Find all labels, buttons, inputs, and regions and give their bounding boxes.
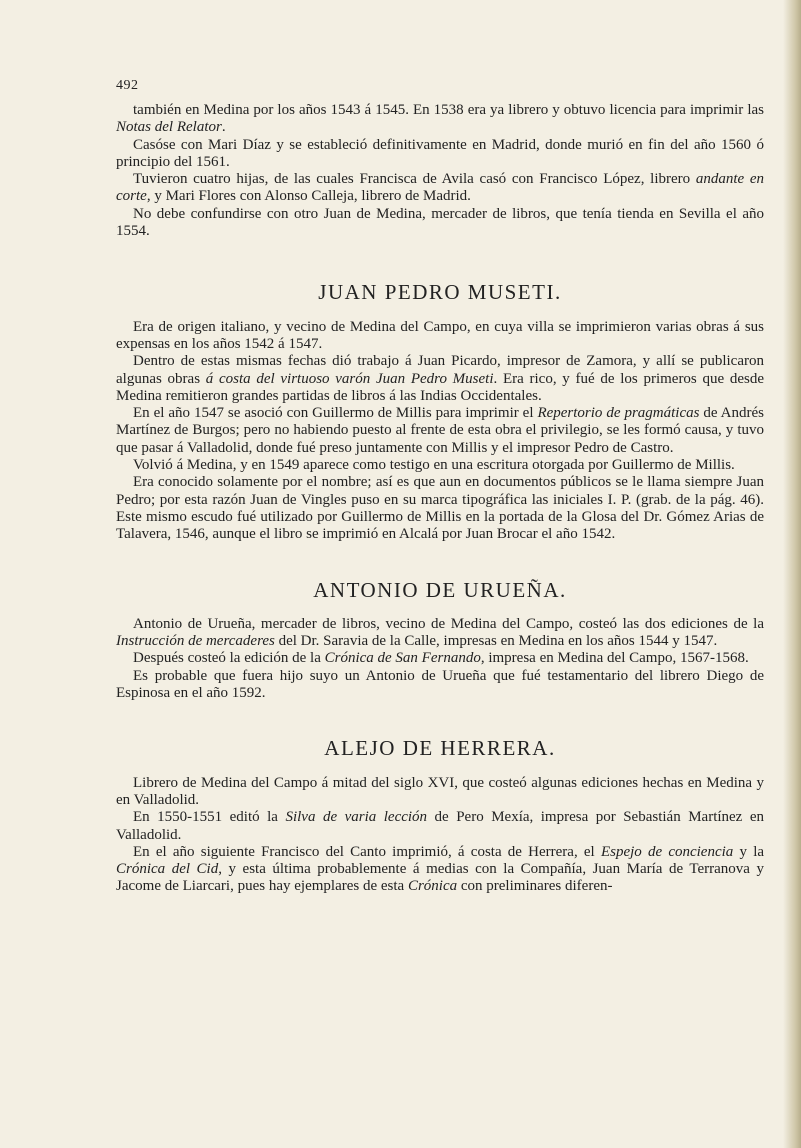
text: .: [221, 119, 226, 136]
text: Después costeó la edición de la: [133, 650, 325, 667]
text: Volvió á Medina, y en 1549 aparece como testigo en una escritura otorgada por Guillermo de Millis.: [133, 457, 735, 474]
text: Tuvieron cuatro hijas, de las cuales Francisca de Avila casó con Francisco López, librero: [133, 171, 696, 188]
text: En el año siguiente Francisco del Canto imprimió, á costa de Herrera, el: [133, 843, 601, 860]
text: , y Mari Flores con Alonso Calleja, librero de Madrid.: [146, 188, 471, 205]
italic-title: Notas del Relator: [116, 119, 222, 136]
paragraph: [116, 405, 764, 457]
italic-title: Crónica: [407, 878, 458, 895]
paragraph: [116, 844, 764, 896]
text: Es probable que fuera hijo suyo un Antonio de Urueña que fué testamentario del librero Diego de Espinosa en el año 1592.: [116, 667, 764, 702]
paragraph: [116, 102, 764, 137]
paragraph: [116, 171, 764, 206]
text: de Andrés Martínez de Burgos; pero no habiendo puesto al frente de esta obra el privilegio, se les formó causa, y tuvo que pasar á Valladolid, donde fué preso juntamente con Millis y el impresor Pedro de Castro.: [116, 405, 764, 456]
text: , impresa en Medina del Campo, 1567-1568.: [480, 650, 749, 667]
italic-title: Instrucción de mercaderes: [116, 633, 275, 650]
text: Era de origen italiano, y vecino de Medina del Campo, en cuya villa se imprimieron varias obras á sus expensas en los años 1542 á 1547.: [116, 318, 764, 352]
italic-title: Espejo de conciencia: [600, 843, 734, 860]
text: , y esta última probablemente á medias con la Compañía, Juan María de Terranova y Jacome de Liarcari, pues hay ejemplares de esta: [116, 861, 764, 895]
section-heading: ALEJO DE HERRERA.: [324, 736, 556, 761]
paragraph: [116, 137, 764, 172]
italic-title: Crónica de San Fernando: [324, 650, 481, 667]
section-heading: ANTONIO DE URUEÑA.: [313, 577, 567, 602]
page-content: [116, 102, 764, 896]
paragraph: [116, 319, 764, 354]
section-heading: JUAN PEDRO MUSETI.: [318, 280, 562, 305]
italic-title: Repertorio de pragmáticas: [537, 405, 700, 422]
text: con preliminares diferen-: [457, 878, 613, 895]
paragraph: [116, 474, 764, 543]
paragraph: [116, 668, 764, 703]
paragraph: [116, 809, 764, 844]
text: del Dr. Saravia de la Calle, impresas en Medina en los años 1544 y 1547.: [274, 633, 718, 650]
text: también en Medina por los años 1543 á 1545. En 1538 era ya librero y obtuvo licencia para imprimir las: [133, 102, 764, 118]
paragraph: [116, 616, 764, 651]
text: y la: [733, 843, 765, 860]
page-number: 492: [116, 78, 139, 93]
paragraph: [116, 353, 764, 405]
text: No debe confundirse con otro Juan de Medina, mercader de libros, que tenía tienda en Sevilla el año 1554.: [116, 205, 764, 240]
paragraph: [116, 775, 764, 810]
page-edge: [783, 0, 801, 1148]
paragraph: [116, 457, 764, 474]
italic-phrase: andante en corte: [116, 171, 765, 205]
text: de Pero Mexía, impresa por Sebastián Martínez en Valladolid.: [116, 809, 764, 843]
text: Casóse con Mari Díaz y se estableció definitivamente en Madrid, donde murió en fin del año 1560 ó principio del 1561.: [116, 136, 764, 170]
italic-title: Silva de varia lección: [285, 809, 428, 826]
text: Antonio de Urueña, mercader de libros, vecino de Medina del Campo, costeó las dos ediciones de la: [133, 615, 764, 632]
italic-phrase: á costa del virtuoso varón Juan Pedro Museti: [205, 370, 494, 387]
text: Librero de Medina del Campo á mitad del siglo XVI, que costeó algunas ediciones hechas en Medina y en Valladolid.: [116, 774, 764, 808]
italic-title: Crónica del Cid: [116, 861, 219, 878]
paragraph: [116, 650, 764, 667]
text: En el año 1547 se asoció con Guillermo de Millis para imprimir el: [133, 405, 538, 422]
text: Dentro de estas mismas fechas dió trabajo á Juan Picardo, impresor de Zamora, y allí se publicaron algunas obras: [116, 353, 764, 387]
text: . Era rico, y fué de los primeros que desde Medina remitieron grandes partidas de libros á las Indias Occidentales.: [116, 370, 765, 404]
paragraph: [116, 206, 764, 241]
text: En 1550-1551 editó la: [133, 809, 286, 826]
text: Era conocido solamente por el nombre; así es que aun en documentos públicos se le llama siempre Juan Pedro; por esta razón Juan de Vingles puso en su marca tipográfica las iniciales I. P. (grab. de la pág. 46). Este mismo escudo fué utilizado por Guillermo de Millis en la portada de la Glosa del Dr. Gómez Arias de Talavera, 1546, aunque el libro se imprimió en Alcalá por Juan Brocar el año 1542.: [116, 474, 764, 543]
